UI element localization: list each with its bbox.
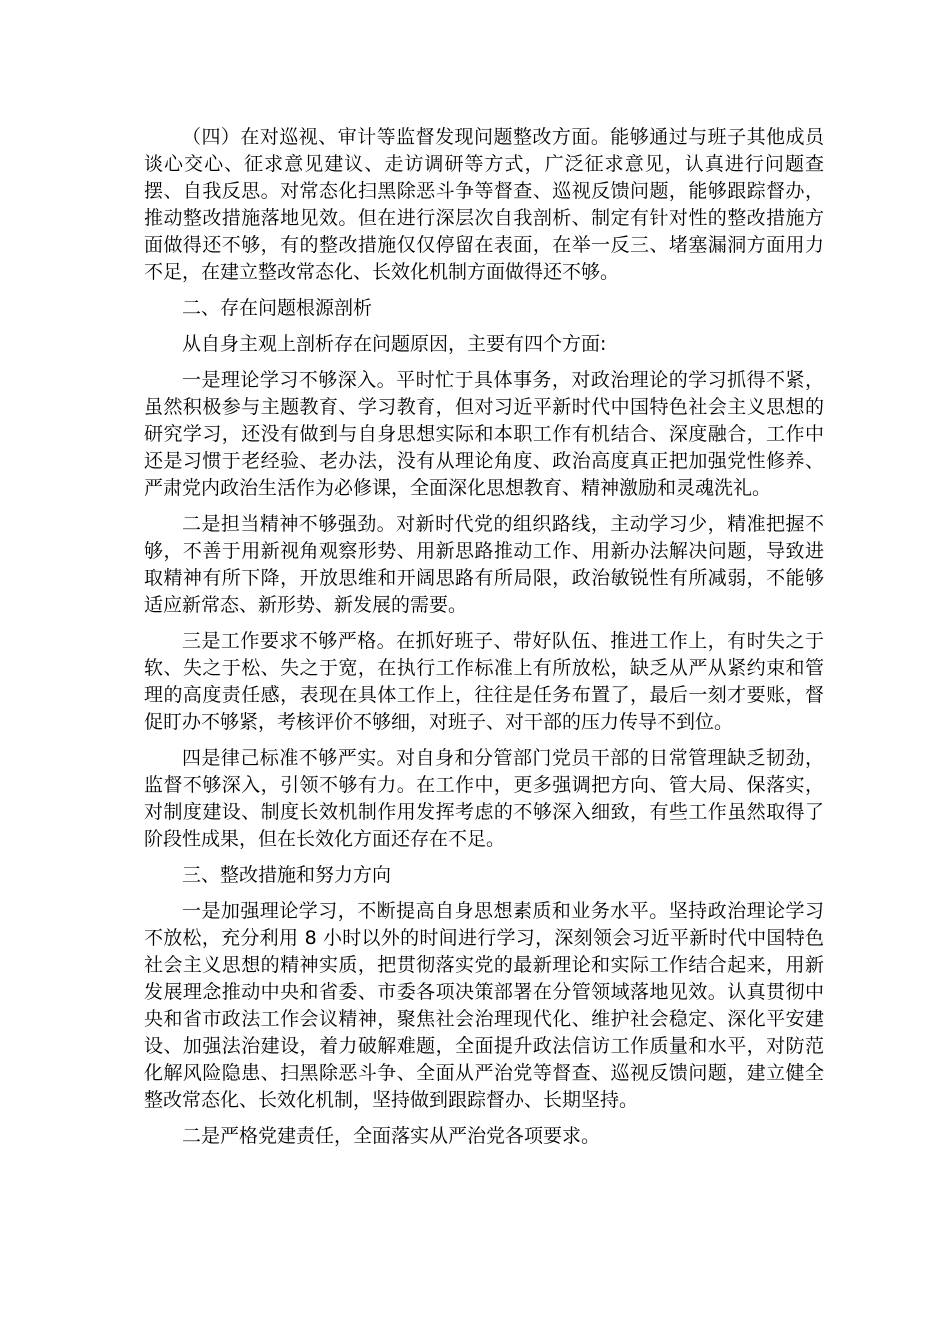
paragraph-measure-party-building: 二是严格党建责任，全面落实从严治党各项要求。 bbox=[182, 1125, 601, 1147]
paragraph-cause-theory: 一是理论学习不够深入。平时忙于具体事务，对政治理论的学习抓得不紧，虽然积极参与主题教育、学习教育，但对习近平新时代中国特色社会主义思想的研究学习，还没有做到与自身思想实际和本职工作有机结合、深度融合，工作中还是习惯于老经验、老办法，没有从理论角度、政治高度真正把加强党性修养、严肃党内政治生活作为必修课，全面深化思想教育、精神激励和灵魂洗礼。 bbox=[144, 369, 824, 499]
paragraph-cause-self-discipline: 四是律己标准不够严实。对自身和分管部门党员干部的日常管理缺乏韧劲，监督不够深入，引领不够有力。在工作中，更多强调把方向、管大局、保落实，对制度建设、制度长效机制作用发挥考虑的不够深入细致，有些工作虽然取得了阶段性成果，但在长效化方面还存在不足。 bbox=[144, 747, 824, 850]
paragraph-rectification-supervision: （四）在对巡视、审计等监督发现问题整改方面。能够通过与班子其他成员谈心交心、征求意见建议、走访调研等方式，广泛征求意见，认真进行问题查摆、自我反思。对常态化扫黑除恶斗争等督查、巡视反馈问题，能够跟踪督办，推动整改措施落地见效。但在进行深层次自我剖析、制定有针对性的整改措施方面做得还不够，有的整改措施仅仅停留在表面，在举一反三、堵塞漏洞方面用力不足，在建立整改常态化、长效化机制方面做得还不够。 bbox=[144, 126, 824, 283]
section-heading-root-cause: 二、存在问题根源剖析 bbox=[182, 297, 373, 319]
paragraph-cause-responsibility: 二是担当精神不够强劲。对新时代党的组织路线，主动学习少，精准把握不够，不善于用新视角观察形势、用新思路推动工作、用新办法解决问题，导致进取精神有所下降，开放思维和开阔思路有所局限，政治敏锐性有所减弱，不能够适应新常态、新形势、新发展的需要。 bbox=[144, 513, 824, 616]
paragraph-measure-theory: 一是加强理论学习，不断提高自身思想素质和业务水平。坚持政治理论学习不放松，充分利用 8 小时以外的时间进行学习，深刻领会习近平新时代中国特色社会主义思想的精神实质，把贯彻落实党的最新理论和实际工作结合起来，用新发展理念推动中央和省委、市委各项决策部署在分管领域落地见效。认真贯彻中央和省市政法工作会议精神，聚焦社会治理现代化、维护社会稳定、深化平安建设、加强法治建设，着力破解难题，全面提升政法信访工作质量和水平，对防范化解风险隐患、扫黑除恶斗争、全面从严治党等督查、巡视反馈问题，建立健全整改常态化、长效化机制，坚持做到跟踪督办、长期坚持。 bbox=[144, 900, 824, 1111]
paragraph-intro-causes: 从自身主观上剖析存在问题原因，主要有四个方面: bbox=[182, 333, 607, 355]
section-heading-measures: 三、整改措施和努力方向 bbox=[182, 864, 392, 886]
paragraph-cause-work-standards: 三是工作要求不够严格。在抓好班子、带好队伍、推进工作上，有时失之于软、失之于松、失之于宽，在执行工作标准上有所放松，缺乏从严从紧约束和管理的高度责任感，表现在具体工作上，往往是任务布置了，最后一刻才要账，督促盯办不够紧，考核评价不够细，对班子、对干部的压力传导不到位。 bbox=[144, 630, 824, 733]
document-body bbox=[144, 124, 824, 1159]
